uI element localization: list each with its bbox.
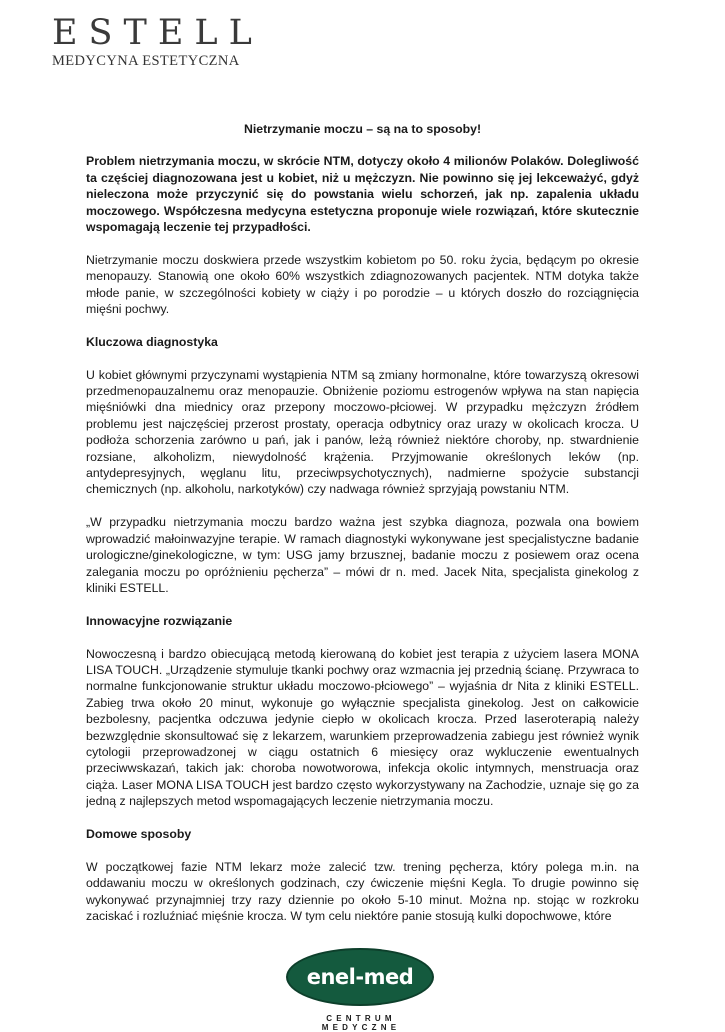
heading-home-methods: Domowe sposoby	[86, 826, 192, 841]
estell-tagline: MEDYCYNA ESTETYCZNA	[52, 53, 240, 69]
paragraph-causes: U kobiet głównymi przyczynami wystąpienia NTM są zmiany hormonalne, które towarzyszą okresowi przedmenopauzalnemu oraz menopauzie. Obniżenie poziomu estrogenów wpływa na stan napięcia mięśniówki dna miednicy oraz przepony moczowo-płciowej. W przypadku mężczyzn źródłem problemu jest najczęściej przerost prostaty, operacja odbytnicy oraz urazy w okolicach krocza. U podłoża schorzenia zarówno u pań, jak i panów, leżą również niektóre choroby, np. stwardnienie rozsiane, alkoholizm, niewydolność krążenia. Przyjmowanie określonych leków (np. antydepresyjnych, węglanu litu, przeciwpsychotycznych), nadmierne spożycie substancji chemicznych (np. alkoholu, narkotyków) czy nadwaga również sprzyjają powstaniu NTM.	[86, 367, 639, 497]
enel-med-subtitle: CENTRUM MEDYCZNE	[321, 1014, 401, 1032]
estell-brand: ESTELL	[52, 13, 263, 53]
paragraph-intro: Nietrzymanie moczu doskwiera przede wszystkim kobietom po 50. roku życia, będącym po okresie menopauzy. Stanowią one około 60% wszystkich zdiagnozowanych pacjentek. NTM dotyka także młode panie, w szczególności kobiety w ciąży i po porodzie – u których doszło do rozciągnięcia mięśni pochwy.	[86, 252, 639, 317]
estell-logo	[52, 14, 263, 70]
paragraph-quote: „W przypadku nietrzymania moczu bardzo ważna jest szybka diagnoza, pozwala ona bowiem wprowadzić małoinwazyjne terapie. W ramach diagnostyki wykonywane jest specjalistyczne badanie urologiczne/ginekologiczne, w tym: USG jamy brzusznej, badanie moczu z posiewem oraz ocena zalegania moczu po opróżnieniu pęcherza” – mówi dr n. med. Jacek Nita, specjalista ginekolog z kliniki ESTELL.	[86, 515, 639, 595]
heading-innovation: Innowacyjne rozwiązanie	[86, 613, 233, 628]
article-body	[86, 121, 639, 931]
heading-diagnostics: Kluczowa diagnostyka	[86, 334, 218, 349]
enel-med-oval	[286, 948, 434, 1006]
enel-med-wordmark: enel-med	[306, 965, 414, 989]
paragraph-laser: Nowoczesną i bardzo obiecującą metodą kierowaną do kobiet jest terapia z użyciem lasera MONA LISA TOUCH. „Urządzenie stymuluje tkanki pochwy oraz wzmacnia jej przednią ścianę. Przywraca to normalne funkcjonowanie struktur układu moczowo-płciowego” – wyjaśnia dr Nita z kliniki ESTELL. Zabieg trwa około 20 minut, wykonuje go wyłącznie specjalista ginekolog. Jest on całkowicie bezbolesny, pacjentka odczuwa jedynie ciepło w okolicach krocza. Przed laseroterapią należy bezwzględnie skonsultować się z lekarzem, warunkiem przeprowadzenia zabiegu jest również wynik cytologii przeprowadzonej w ciągu ostatnich 6 miesięcy oraz wykluczenie ewentualnych przeciwwskazań, takich jak: choroba nowotworowa, infekcja okolic intymnych, menstruacja oraz ciąża. Laser MONA LISA TOUCH jest bardzo często wykorzystywany na Zachodzie, uznaje się go za jedną z najlepszych metod wspomagających leczenie nietrzymania moczu.	[86, 646, 639, 809]
enel-med-logo	[286, 948, 436, 1032]
paragraph-home: W początkowej fazie NTM lekarz może zalecić tzw. trening pęcherza, który polega m.in. na oddawaniu moczu w określonych godzinach, czy ćwiczenie mięśni Kegla. To drugie powinno się wykonywać przynajmniej trzy razy dziennie po około 5-10 minut. Można np. stojąc w rozkroku zaciskać i rozluźniać mięśnie krocza. W tym celu niektóre panie stosują kulki dopochwowe, które	[86, 859, 639, 923]
article-title: Nietrzymanie moczu – są na to sposoby!	[243, 122, 482, 136]
article-lead: Problem nietrzymania moczu, w skrócie NTM, dotyczy około 4 milionów Polaków. Dolegliwość ta częściej diagnozowana jest u kobiet, niż u mężczyzn. Nie powinno się jej lekceważyć, gdyż nieleczona może przyczynić się do powstania wielu schorzeń, jak np. zapalenia układu moczowego. Współczesna medycyna estetyczna proponuje wiele rozwiązań, które skutecznie wspomagają leczenie tej przypadłości.	[86, 154, 639, 235]
